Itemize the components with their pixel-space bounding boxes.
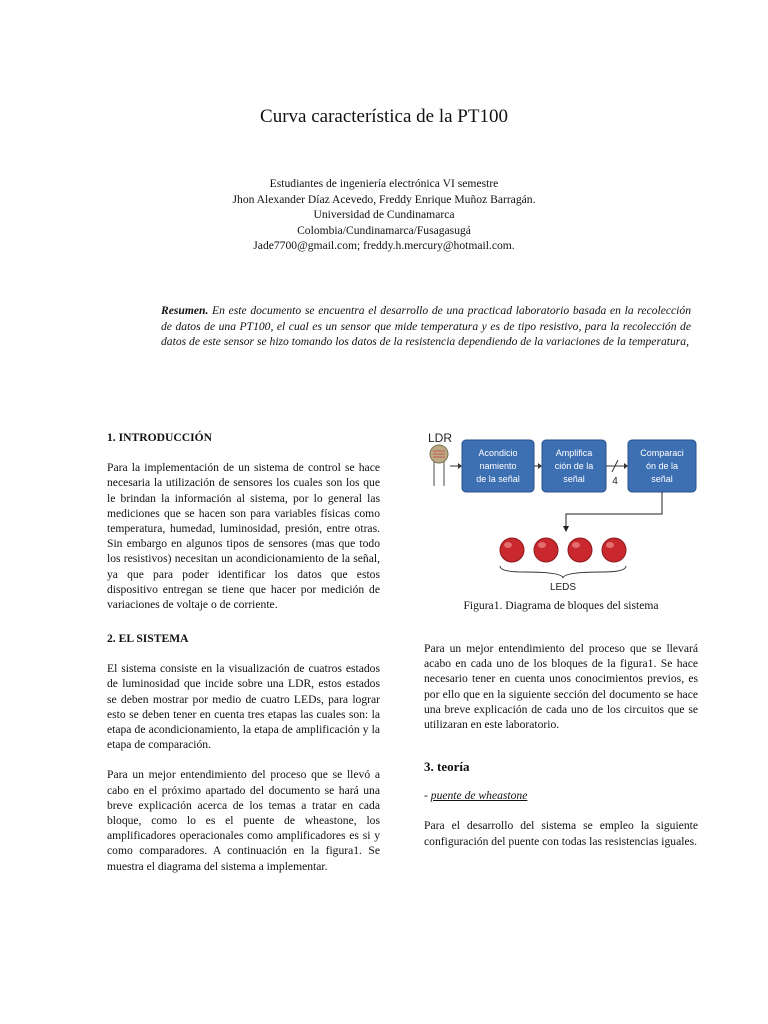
section-heading-theory: 3. teoría	[424, 759, 470, 774]
block-conditioning	[462, 440, 534, 492]
theory-subheading	[424, 788, 698, 803]
block-comparison-line3: señal	[651, 474, 673, 484]
led-3	[568, 538, 592, 562]
author-university: Universidad de Cundinamarca	[313, 208, 455, 221]
author-block	[0, 176, 768, 254]
theory-paragraph: Para el desarrollo del sistema se empleo la siguiente configuración del puente con todas las resistencias iguales.	[424, 819, 698, 848]
led-4	[602, 538, 626, 562]
block-conditioning-line1: Acondicio	[478, 448, 518, 458]
section-heading-system: 2. EL SISTEMA	[107, 632, 189, 645]
system-paragraph-2: Para un mejor entendimiento del proceso que se llevó a cabo en el próximo apartado del documento se hará una breve explicación acerca de los temas a tratar en cada bloque, como lo es el puente de wheastone, los amplificadores operacionales como amplificadores es si y como comparadores. A continuación en la figura1. Se muestra el diagrama del sistema a implementar.	[107, 768, 380, 873]
right-paragraph	[424, 641, 698, 732]
block-amplification-line2: ción de la	[554, 461, 594, 471]
figure-caption: Figura1. Diagrama de bloques del sistema	[463, 599, 659, 612]
theory-subheading-prefix: -	[424, 789, 431, 803]
block-diagram-figure	[424, 426, 704, 592]
block-comparison	[628, 440, 696, 492]
block-comparison-line2: ón de la	[645, 461, 679, 471]
block-amplification-line3: señal	[563, 474, 585, 484]
led-row	[500, 538, 626, 562]
author-affiliation-line: Estudiantes de ingeniería electrónica VI semestre	[269, 177, 499, 190]
right-paragraph-text: Para un mejor entendimiento del proceso que se llevará acabo en cada uno de los bloques de la figura1. Se hace necesario tener en cuenta unos conocimientos previos, es por ello que en la siguiente sección del documento se hace una breve explicación de cada uno de los circuitos que se utilizaran en este laboratorio.	[424, 642, 698, 732]
system-paragraph-1: El sistema consiste en la visualización de cuatros estados de luminosidad que incide sobre una LDR, estos estados se deben mostrar por medio de cuatro LEDs, para lograr esto se deben tener en cuenta tres etapas las cuales son: la etapa de acondicionamiento, la etapa de amplificación y la etapa de comparación.	[107, 662, 380, 752]
led-brace	[500, 566, 626, 578]
section-theory	[424, 759, 698, 849]
ldr-label: LDR	[428, 431, 453, 445]
leds-label: LEDS	[549, 582, 577, 592]
led-2	[534, 538, 558, 562]
intro-paragraph: Para la implementación de un sistema de control se hace necesaria la utilización de sensores los cuales son los que le brindan la información al sistema, por lo general las mediciones que se hacen son para variables físicas como temperatura, humedad, luminosidad, presión, entre otras. Sin embargo en algunos tipos de sensores (mas que todo los resistivos) necesitan un acondicionamiento de la señal, ya que para poder identificar los datos que estos dispositivo entregan se tiene que hacer por medición de variaciones de voltaje o de corriente.	[107, 461, 380, 612]
author-location: Colombia/Cundinamarca/Fusagasugá	[297, 223, 471, 237]
led-1	[500, 538, 524, 562]
author-names: Jhon Alexander Díaz Acevedo, Freddy Enrique Muñoz Barragán.	[232, 192, 536, 206]
block-conditioning-line2: namiento	[479, 461, 517, 471]
abstract-text: En este documento se encuentra el desarrollo de una practicad laboratorio basada en la recolección de datos de una PT100, el cual es un sensor que mide temperatura y es de tipo resistivo, para la recolección de datos de este sensor se hizo tomando los datos de la resistencia dependiendo de la variaciones de la temperatura,	[161, 304, 691, 348]
abstract	[161, 303, 691, 350]
block-amplification	[542, 440, 606, 492]
theory-subheading-text: puente de wheastone	[430, 789, 528, 803]
bus-width-label: 4	[612, 476, 618, 487]
section-heading-intro: 1. INTRODUCCIÓN	[107, 431, 212, 444]
block-amplification-line1: Amplifica	[555, 448, 593, 458]
paper-title: Curva característica de la PT100	[260, 106, 508, 127]
block-conditioning-line3: de la señal	[476, 474, 520, 484]
abstract-label: Resumen.	[161, 304, 209, 317]
ldr-icon	[430, 445, 448, 486]
section-system	[107, 631, 380, 874]
section-intro	[107, 430, 380, 612]
block-comparison-line1: Comparaci	[640, 448, 684, 458]
author-emails: Jade7700@gmail.com; freddy.h.mercury@hotmail.com.	[253, 239, 515, 252]
